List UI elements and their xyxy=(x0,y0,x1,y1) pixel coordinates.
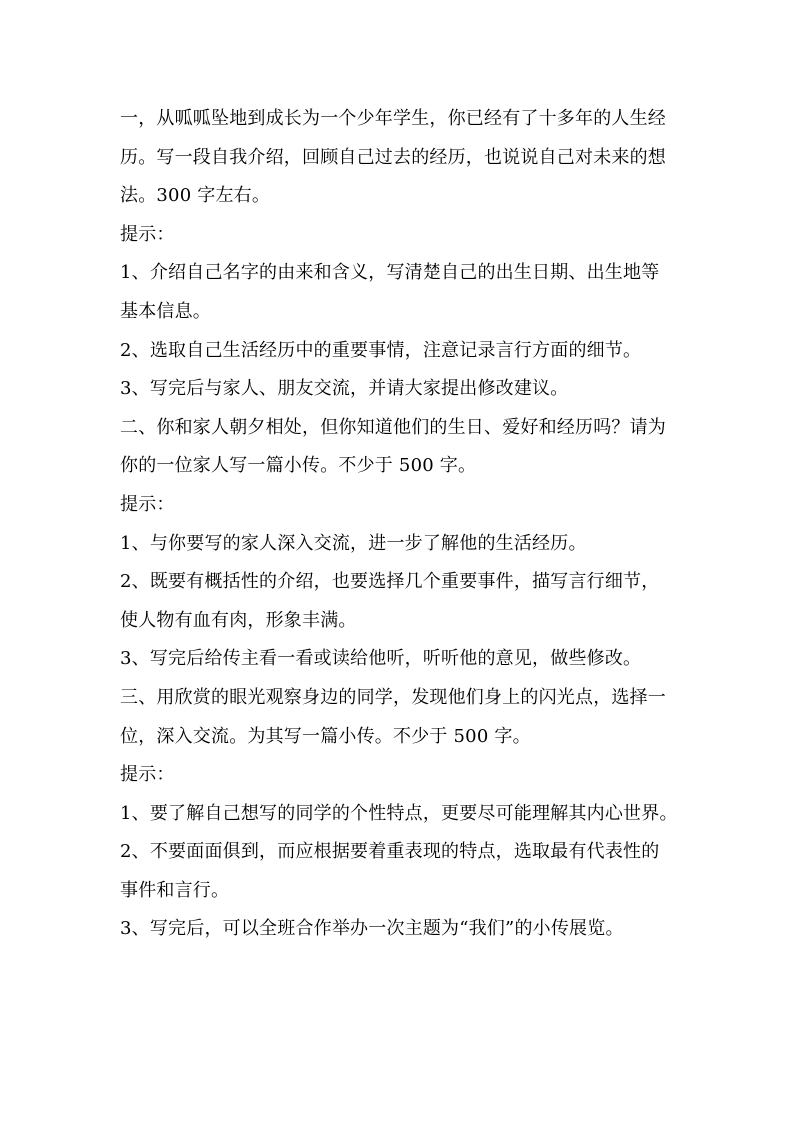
text-line: 1、介绍自己名字的由来和含义，写清楚自己的出生日期、出生地等 xyxy=(120,262,660,284)
text-line: 历。写一段自我介绍，回顾自己过去的经历，也说说自己对未来的想 xyxy=(120,146,666,168)
text-line: 基本信息。 xyxy=(120,300,211,322)
hint-heading: 提示： xyxy=(120,493,175,515)
hint-heading: 提示： xyxy=(120,764,175,786)
text-line: 1、与你要写的家人深入交流，进一步了解他的生活经历。 xyxy=(120,532,587,554)
text-line: 3、写完后给传主看一看或读给他听，听听他的意见，做些修改。 xyxy=(120,648,642,670)
text-line: 二、你和家人朝夕相处，但你知道他们的生日、爱好和经历吗？请为 xyxy=(120,416,666,438)
text-line: 使人物有血有肉，形象丰满。 xyxy=(120,609,357,631)
text-line: 2、既要有概括性的介绍，也要选择几个重要事件，描写言行细节， xyxy=(120,571,660,593)
text-line: 2、选取自己生活经历中的重要事情，注意记录言行方面的细节。 xyxy=(120,339,642,361)
text-line: 3、写完后，可以全班合作举办一次主题为“我们”的小传展览。 xyxy=(120,918,624,940)
text-line: 2、不要面面俱到，而应根据要着重表现的特点，选取最有代表性的 xyxy=(120,841,660,863)
text-line: 一，从呱呱坠地到成长为一个少年学生，你已经有了十多年的人生经 xyxy=(120,108,666,129)
document-body xyxy=(120,100,680,949)
text-line: 法。300 字左右。 xyxy=(120,185,271,207)
text-line: 三、用欣赏的眼光观察身边的同学，发现他们身上的闪光点，选择一 xyxy=(120,686,666,708)
hint-heading: 提示： xyxy=(120,223,175,245)
text-line: 你的一位家人写一篇小传。不少于 500 字。 xyxy=(120,455,477,477)
text-line: 1、要了解自己想写的同学的个性特点，更要尽可能理解其内心世界。 xyxy=(120,802,678,824)
text-line: 3、写完后与家人、朋友交流，并请大家提出修改建议。 xyxy=(120,378,569,400)
text-line: 事件和言行。 xyxy=(120,879,230,901)
text-line: 位，深入交流。为其写一篇小传。不少于 500 字。 xyxy=(120,725,531,747)
